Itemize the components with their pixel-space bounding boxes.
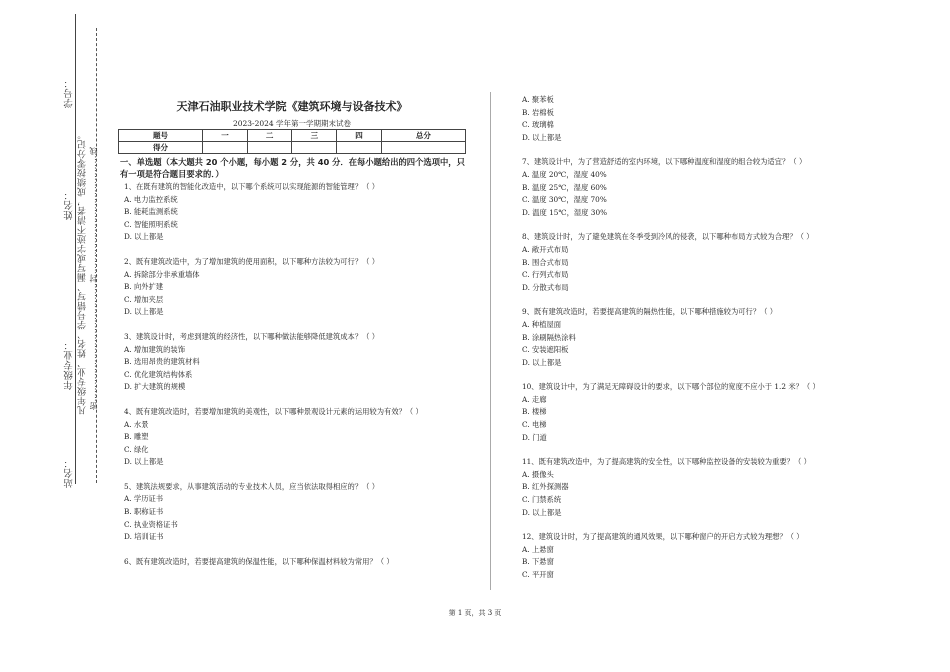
option-c: C. 智能照明系统 <box>124 219 178 229</box>
option-d: D. 培训证书 <box>124 532 164 542</box>
question-block <box>522 231 862 294</box>
option-b: B. 能耗监测系统 <box>124 207 178 217</box>
question-block <box>522 156 862 219</box>
question-block <box>522 381 862 444</box>
question-text: 9、既有建筑改造时，若要提高建筑的隔热性能，以下哪种措施较为可行？（ ） <box>522 307 778 317</box>
question-text: 2、既有建筑改造中，为了增加建筑的使用面积，以下哪种方法较为可行？（ ） <box>124 256 380 266</box>
option-b: B. 温度 25℃，湿度 60% <box>522 182 607 192</box>
option-a: A. 温度 20℃，湿度 40% <box>522 169 607 179</box>
name-label: 姓名： <box>64 190 75 220</box>
option-a: A. 上悬窗 <box>522 544 554 554</box>
score-header-cell: 四 <box>337 130 382 142</box>
left-question-column <box>124 181 474 568</box>
option-c: C. 温度 30℃，湿度 70% <box>522 195 607 205</box>
question-block <box>522 456 862 519</box>
question-block <box>522 531 862 581</box>
option-c: C. 绿化 <box>124 444 149 454</box>
question-text: 1、在既有建筑的智能化改造中，以下哪个系统可以实现能源的智能管理？（ ） <box>124 182 380 191</box>
question-block <box>124 181 474 244</box>
option-b: B. 职称证书 <box>124 507 164 517</box>
option-c: C. 平开窗 <box>522 570 554 579</box>
score-row-label: 得分 <box>119 142 203 154</box>
option-b: B. 楼梯 <box>522 407 547 417</box>
score-table <box>118 129 466 154</box>
warning-text: 凡年级专业、姓名、学号错写、漏写或字迹不清者，成绩按零分记。 <box>78 130 88 415</box>
option-b: B. 雕塑 <box>124 432 149 442</box>
option-a: A. 摄像头 <box>522 469 554 479</box>
question-text: 4、既有建筑改造时，若要增加建筑的美观性，以下哪种景观设计元素的运用较为有效？（ ） <box>124 406 423 416</box>
seal-text: 密……………………………………封……………………………………线 <box>89 146 98 410</box>
option-c: C. 执业资格证书 <box>124 519 178 529</box>
option-c: C. 玻璃棉 <box>522 120 554 130</box>
score-cell[interactable] <box>381 142 465 154</box>
option-c: C. 行列式布局 <box>522 270 569 280</box>
option-d: D. 分散式布局 <box>522 282 569 292</box>
option-b: B. 岩棉板 <box>522 107 554 117</box>
question-text: 8、建筑设计时，为了避免建筑在冬季受到冷风的侵袭，以下哪种布局方式较为合理？（ ） <box>522 232 814 242</box>
exam-subtitle: 2023-2024 学年第一学期期末试卷 <box>232 119 352 128</box>
question-block <box>522 94 862 144</box>
score-header-cell: 题号 <box>119 130 203 142</box>
option-a: A. 增加建筑的装饰 <box>124 344 185 354</box>
score-cell[interactable] <box>203 142 248 154</box>
score-table-score-row <box>119 142 466 154</box>
option-d: D. 门道 <box>522 432 547 442</box>
option-d: D. 以上都是 <box>522 132 562 142</box>
option-d: D. 以上都是 <box>124 232 164 242</box>
option-b: B. 涂刷隔热涂料 <box>522 332 576 342</box>
exam-title: 天津石油职业技术学院《建筑环境与设备技术》 <box>176 100 408 113</box>
option-a: A. 敞开式布局 <box>522 244 569 254</box>
right-question-column <box>522 94 862 582</box>
option-c: C. 安装遮阳板 <box>522 345 569 355</box>
score-header-cell: 二 <box>247 130 292 142</box>
option-b: B. 选用昂贵的建筑材料 <box>124 357 200 367</box>
score-header-cell: 一 <box>203 130 248 142</box>
option-c: C. 优化建筑结构体系 <box>124 369 193 379</box>
option-d: D. 以上都是 <box>522 357 562 367</box>
question-text: 6、既有建筑改造时，若要提高建筑的保温性能，以下哪种保温材料较为常用？（ ） <box>124 556 394 566</box>
question-block <box>124 406 474 469</box>
option-a: A. 种植屋面 <box>522 319 562 329</box>
option-a: A. 水景 <box>124 419 149 429</box>
option-c: C. 增加夹层 <box>124 294 164 304</box>
question-text: 10、建筑设计中，为了满足无障碍设计的要求，以下哪个部位的宽度不应小于 1.2 米？（ ） <box>522 382 820 392</box>
question-block <box>522 306 862 369</box>
score-cell[interactable] <box>292 142 337 154</box>
column-divider <box>490 92 491 590</box>
section-heading: 一、单选题（本大题共 20 个小题，每小题 2 分，共 40 分．在每小题给出的四个选项中，只有一项是符合题目要求的．） <box>120 157 465 179</box>
grade-major-label: 年级专业： <box>64 340 75 390</box>
option-b: B. 下悬窗 <box>522 557 554 567</box>
question-block <box>124 331 474 394</box>
option-d: D. 以上都是 <box>124 307 164 317</box>
question-text: 5、建筑法规要求，从事建筑活动的专业技术人员，应当依法取得相应的？（ ） <box>124 481 380 491</box>
question-text: 3、建筑设计时，考虑到建筑的经济性，以下哪种做法能够降低建筑成本？（ ） <box>124 331 380 341</box>
option-a: A. 电力监控系统 <box>124 194 178 204</box>
page-footer: 第 1 页，共 3 页 <box>448 609 502 617</box>
option-c: C. 门禁系统 <box>522 495 562 505</box>
option-d: D. 以上都是 <box>124 457 164 467</box>
option-b: B. 围合式布局 <box>522 257 569 267</box>
option-a: A. 走廊 <box>522 394 547 404</box>
option-d: D. 扩大建筑的规模 <box>124 382 186 392</box>
option-c: C. 电梯 <box>522 420 547 430</box>
option-d: D. 温度 15℃，湿度 30% <box>522 207 608 217</box>
student-id-label: 学号： <box>64 78 75 108</box>
option-a: A. 聚苯板 <box>522 95 554 104</box>
score-cell[interactable] <box>247 142 292 154</box>
score-header-cell: 总分 <box>381 130 465 142</box>
question-text: 11、既有建筑改造中，为了提高建筑的安全性，以下哪种监控设备的安装较为重要？（ ） <box>522 457 811 467</box>
score-table-header-row <box>119 130 466 142</box>
option-a: A. 拆除部分非承重墙体 <box>124 269 200 279</box>
question-block <box>124 481 474 544</box>
question-block <box>124 256 474 319</box>
option-b: B. 向外扩建 <box>124 282 164 292</box>
option-a: A. 学历证书 <box>124 494 164 504</box>
score-cell[interactable] <box>337 142 382 154</box>
question-block <box>124 556 474 569</box>
school-label: 站名： <box>64 458 75 488</box>
score-header-cell: 三 <box>292 130 337 142</box>
question-text: 12、建筑设计时，为了提高建筑的通风效果，以下哪种窗户的开启方式较为理想？（ ） <box>522 532 804 542</box>
option-b: B. 红外探测器 <box>522 482 569 492</box>
option-d: D. 以上都是 <box>522 507 562 517</box>
question-text: 7、建筑设计中，为了营造舒适的室内环境，以下哪种温度和湿度的组合较为适宜？（ ） <box>522 157 807 167</box>
